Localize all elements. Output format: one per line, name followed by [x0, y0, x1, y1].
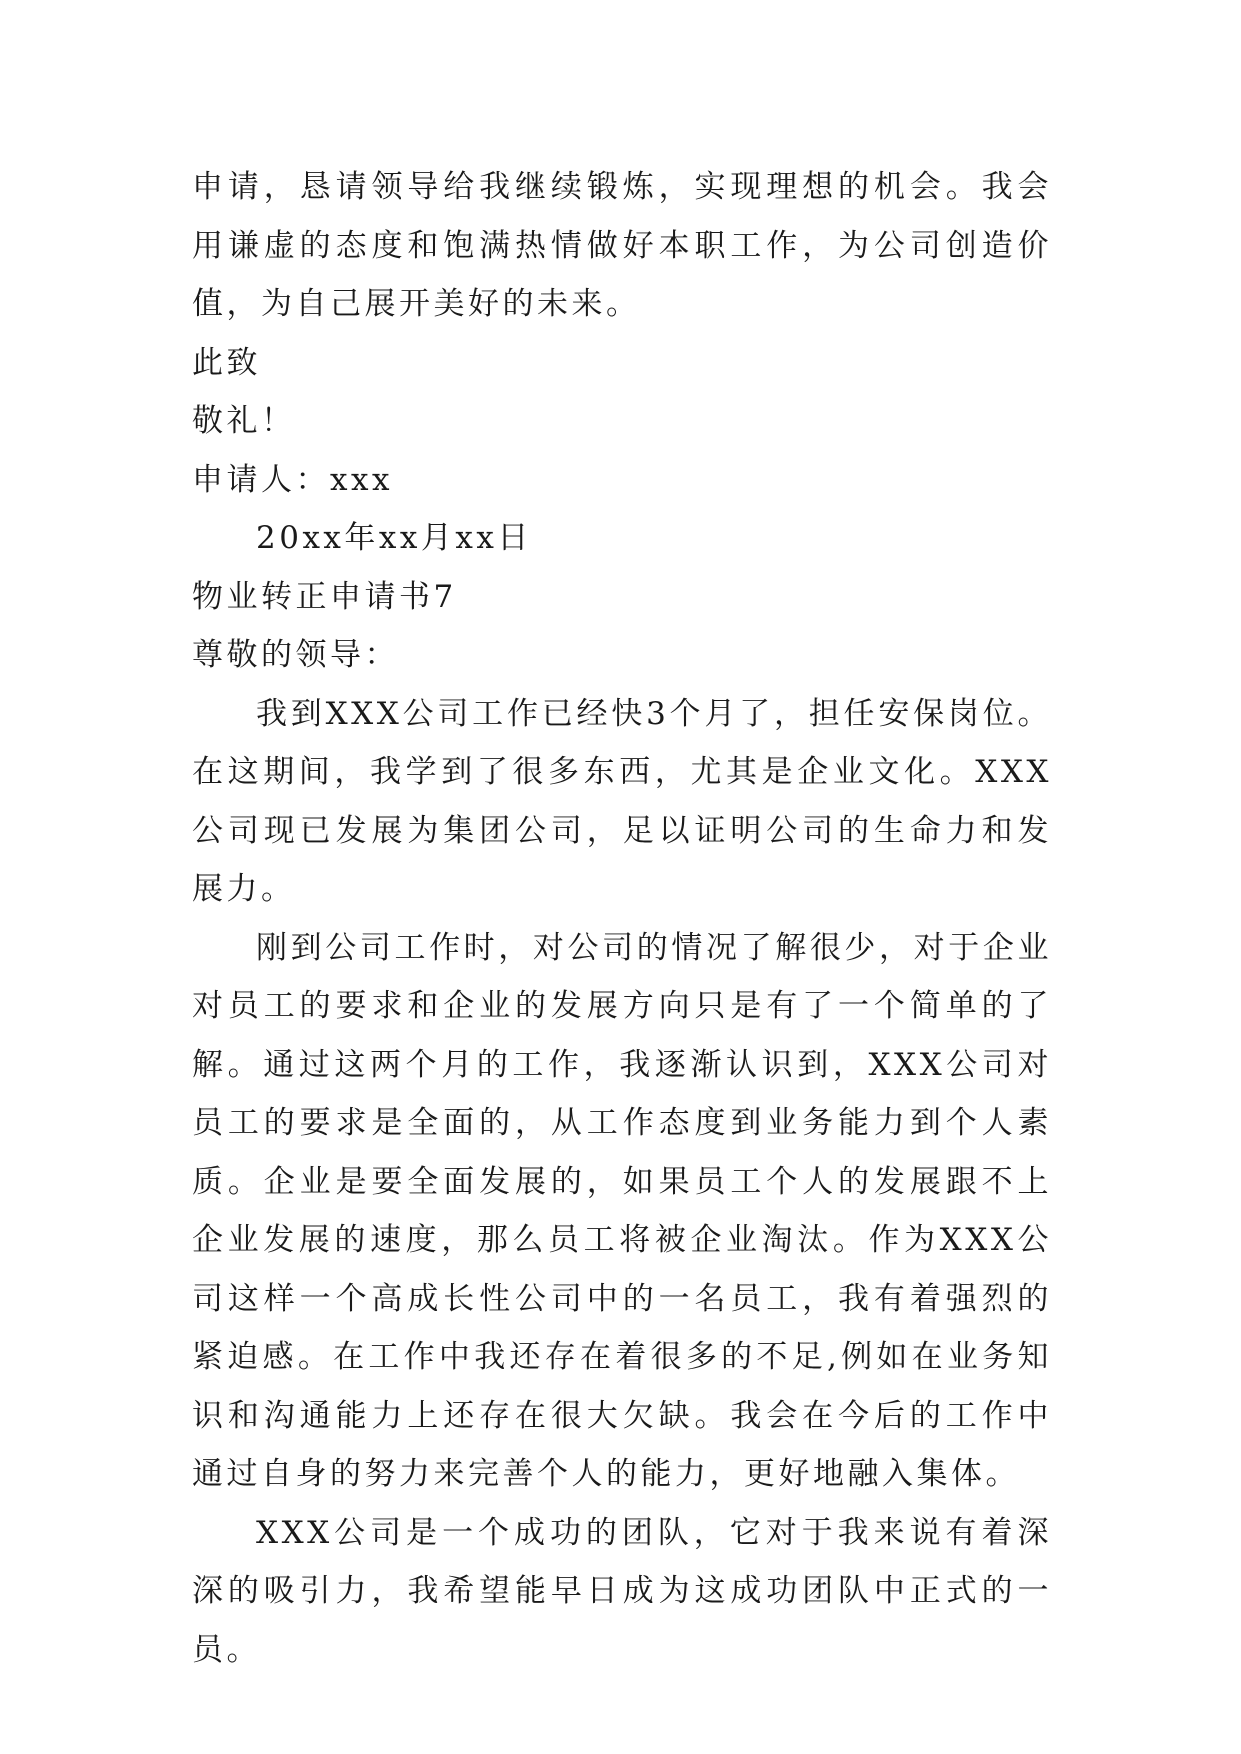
salutation-closing: 此致	[192, 344, 261, 381]
section-title: 物业转正申请书7	[192, 578, 457, 615]
document-body	[192, 158, 1052, 1679]
body-paragraph: 刚到公司工作时，对公司的情况了解很少，对于企业对员工的要求和企业的发展方向只是有了一个简单的了解。通过这两个月的工作，我逐渐认识到，XXX公司对员工的要求是全面的，从工作态度到业务能力到个人素质。企业是要全面发展的，如果员工个人的发展跟不上企业发展的速度，那么员工将被企业淘汰。作为XXX公司这样一个高成长性公司中的一名员工，我有着强烈的紧迫感。在工作中我还存在着很多的不足,例如在业务知识和沟通能力上还存在很大欠缺。我会在今后的工作中通过自身的努力来完善个人的能力，更好地融入集体。	[192, 929, 1052, 1492]
greeting-line: 尊敬的领导：	[192, 637, 399, 673]
date-line: 20xx年xx月xx日	[256, 520, 532, 556]
body-paragraph: XXX公司是一个成功的团队，它对于我来说有着深深的吸引力，我希望能早日成为这成功团队中正式的一员。	[192, 1514, 1052, 1668]
applicant-line: 申请人：xxx	[192, 461, 393, 498]
body-paragraph: 我到XXX公司工作已经快3个月了，担任安保岗位。在这期间，我学到了很多东西，尤其是企业文化。XXX公司现已发展为集团公司，足以证明公司的生命力和发展力。	[192, 695, 1052, 907]
closing-paragraph: 申请，恳请领导给我继续锻炼，实现理想的机会。我会用谦虚的态度和饱满热情做好本职工作，为公司创造价值，为自己展开美好的未来。	[192, 169, 1052, 322]
salutation-regards: 敬礼！	[192, 403, 296, 439]
